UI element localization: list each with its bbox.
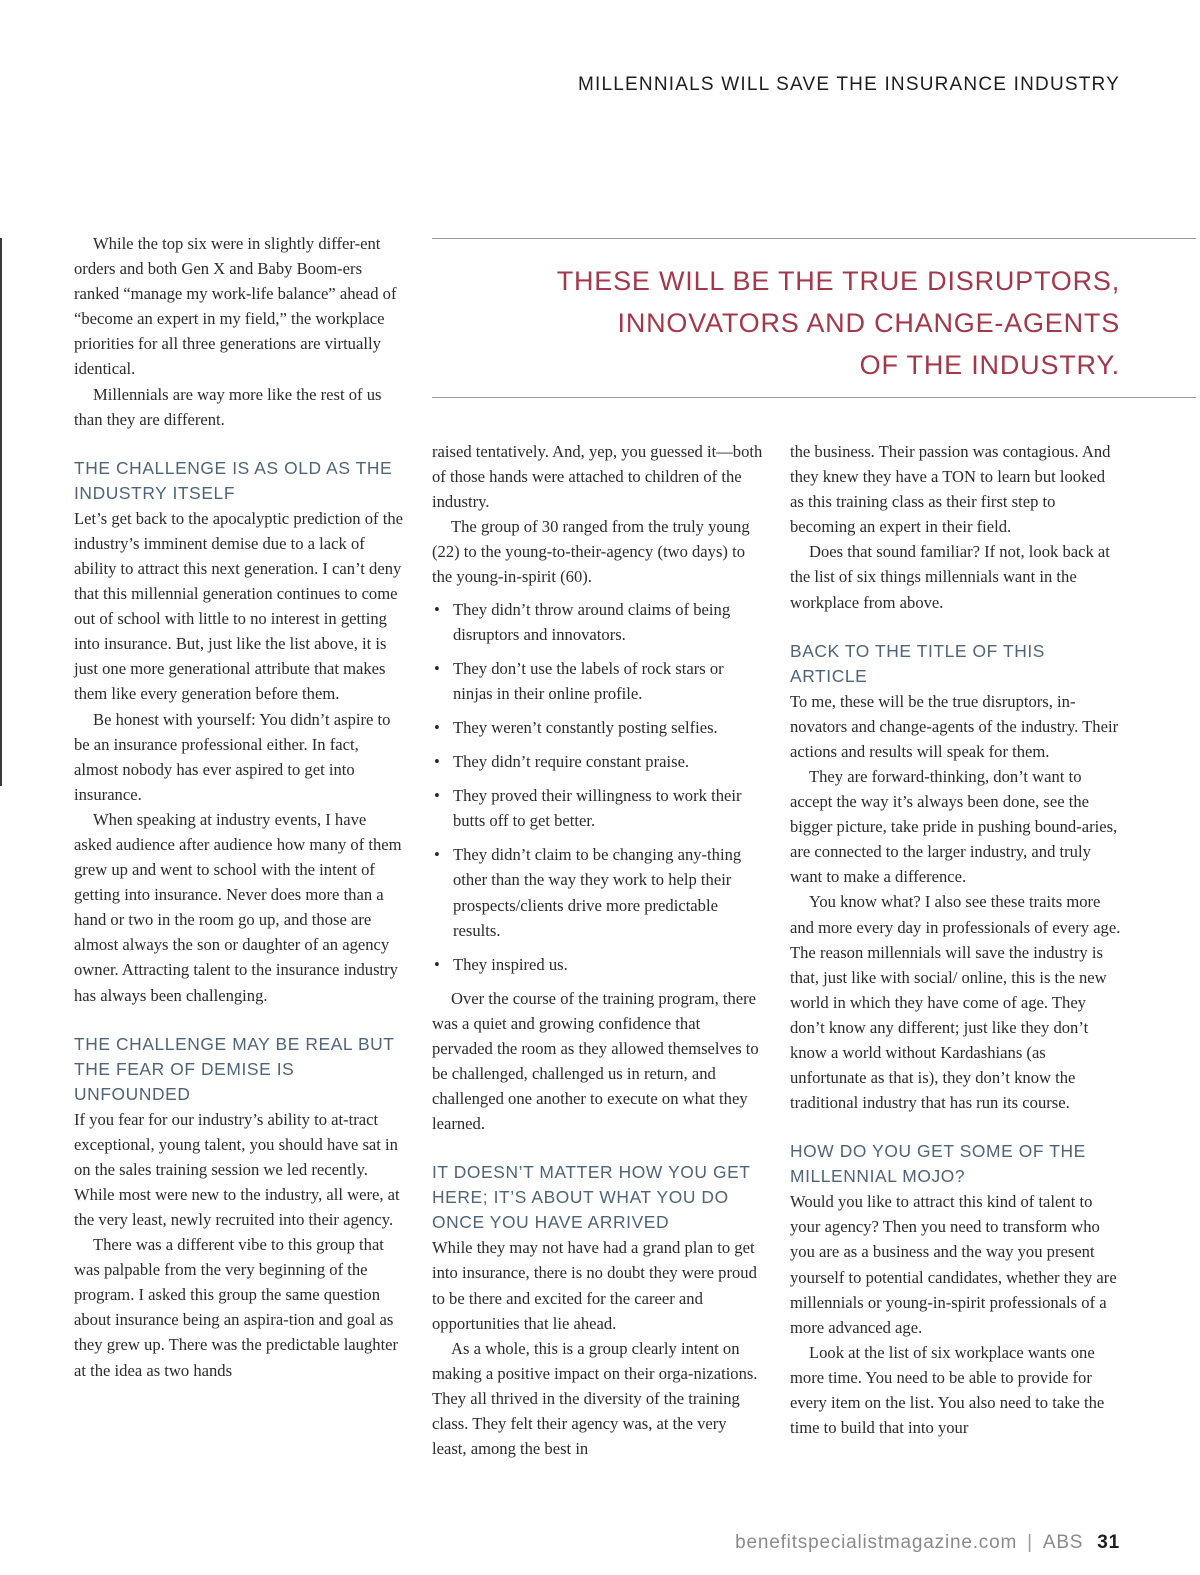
paragraph: the business. Their passion was contagious. And they knew they have a TON to learn but looked as this training class as their first step to becoming an expert in their field. [790, 442, 1111, 537]
spacer [790, 615, 1123, 639]
footer-publication: ABS [1042, 1532, 1084, 1553]
list-item: • They don’t use the labels of rock stars or ninjas in their online profile. [432, 656, 765, 706]
paragraph: As a whole, this is a group clearly intent on making a positive impact on their orga-nizations. They all thrived in the diversity of the training class. They felt their agency was, at the very least, among the best in [432, 1338, 758, 1459]
paragraph: Millennials are way more like the rest of us than they are different. [74, 384, 382, 429]
running-title: MILLENNIALS WILL SAVE THE INSURANCE INDUSTRY [578, 74, 1120, 95]
paragraph: Does that sound familiar? If not, look back at the list of six things millennials want in the workplace from above. [790, 542, 1110, 612]
pull-quote-text [480, 260, 1120, 386]
page-number: 31 [1097, 1532, 1120, 1553]
section-heading: BACK TO THE TITLE OF THIS ARTICLE [790, 640, 1045, 686]
spacer [74, 432, 407, 456]
paragraph: If you fear for our industry’s ability to at-tract exceptional, young talent, you should have sat in on the sales training session we led recently. While most were new to the industry, all were, at the very least, newly recruited into their agency. [74, 1109, 400, 1229]
pull-quote-line: THESE WILL BE THE TRUE DISRUPTORS, [556, 266, 1120, 296]
pull-quote [432, 238, 1196, 398]
paragraph: You know what? I also see these traits more and more every day in professionals of every age. The reason millennials will save the industry is that, just like with social/ online, this is the new world in which they have come of age. They don’t know any different; just like they don’t know a world without Kardashians (as unfortunate as that is), they don’t know the traditional industry that has run its course. [790, 892, 1121, 1113]
paragraph: Look at the list of six workplace wants one more time. You need to be able to provide for every item on the list. You also need to take the time to build that into your [790, 1342, 1105, 1438]
paragraph: They are forward-thinking, don’t want to accept the way it’s always been done, see the bigger picture, take pride in pushing bound-aries, are connected to the larger industry, and truly want to make a difference. [790, 766, 1118, 887]
paragraph: Be honest with yourself: You didn’t aspire to be an insurance professional either. In fact, almost nobody has ever aspired to get into insurance. [74, 709, 391, 804]
list-item: • They proved their willingness to work their butts off to get better. [432, 783, 765, 833]
section-heading: IT DOESN’T MATTER HOW YOU GET HERE; IT’S ABOUT WHAT YOU DO ONCE YOU HAVE ARRIVED [432, 1162, 751, 1233]
paragraph: When speaking at industry events, I have asked audience after audience how many of them grew up and went to school with the intent of getting into insurance. Never does more than a hand or two in the room go up, and those are almost always the son or daughter of an agency owner. Attracting talent to the insurance industry has always been challenging. [74, 809, 402, 1005]
footer-separator: | [1027, 1532, 1033, 1553]
paragraph: The group of 30 ranged from the truly young (22) to the young-to-their-agency (two days) to the young-in-spirit (60). [432, 517, 750, 587]
page-footer [735, 1532, 1120, 1554]
column-3 [790, 439, 1123, 1440]
paragraph: raised tentatively. And, yep, you guessed it—both of those hands were attached to children of the industry. [432, 442, 763, 512]
spacer [432, 1136, 765, 1160]
spacer [790, 1115, 1123, 1139]
column-1 [74, 231, 407, 1383]
section-heading: HOW DO YOU GET SOME OF THE MILLENNIAL MOJO? [790, 1141, 1086, 1187]
paragraph: To me, these will be the true disruptors, in-novators and change-agents of the industry. Their actions and results will speak for them. [790, 691, 1119, 761]
footer-website: benefitspecialistmagazine.com [735, 1532, 1018, 1553]
list-item: • They didn’t claim to be changing any-thing other than the way they work to help their prospects/clients drive more predictable results. [432, 842, 765, 942]
section-heading: THE CHALLENGE IS AS OLD AS THE INDUSTRY ITSELF [74, 457, 393, 503]
section-heading: THE CHALLENGE MAY BE REAL BUT THE FEAR OF DEMISE IS UNFOUNDED [74, 1033, 395, 1104]
spacer [74, 1008, 407, 1032]
pull-quote-line: OF THE INDUSTRY. [859, 350, 1120, 380]
paragraph: While they may not have had a grand plan to get into insurance, there is no doubt they were proud to be there and excited for the career and opportunities that lie ahead. [432, 1238, 757, 1333]
paragraph: Would you like to attract this kind of talent to your agency? Then you need to transform who you are as a business and the way you present yourself to potential candidates, whether they are millennials or young-in-spirit professionals of a more advanced age. [790, 1192, 1117, 1337]
list-item: • They weren’t constantly posting selfies. [432, 715, 765, 740]
column-2 [432, 439, 765, 1461]
list-item: • They didn’t throw around claims of being disruptors and innovators. [432, 597, 765, 647]
list-item: • They inspired us. [432, 952, 765, 977]
paragraph: There was a different vibe to this group that was palpable from the very beginning of the program. I asked this group the same question about insurance being an aspira-tion and goal as they grew up. There was the predictable laughter at the idea as two hands [74, 1235, 399, 1380]
paragraph: Over the course of the training program, there was a quiet and growing confidence that pervaded the room as they allowed themselves to be challenged, challenged us in return, and challenged one another to execute on what they learned. [432, 988, 759, 1134]
list-item: • They didn’t require constant praise. [432, 749, 765, 774]
paragraph: Let’s get back to the apocalyptic prediction of the industry’s imminent demise due to a lack of ability to attract this next generation. I can’t deny that this millennial generation continues to come out of school with little to no interest in getting into insurance. But, just like the list above, it is just one more generational attribute that makes them like every generation before them. [74, 508, 403, 704]
left-margin-rule [0, 238, 2, 786]
paragraph: While the top six were in slightly differ-ent orders and both Gen X and Baby Boom-ers ranked “manage my work-life balance” ahead of “become an expert in my field,” the workplace priorities for all three generations are virtually identical. [74, 234, 397, 379]
bullet-list [432, 597, 765, 977]
pull-quote-line: INNOVATORS AND CHANGE-AGENTS [617, 308, 1120, 338]
